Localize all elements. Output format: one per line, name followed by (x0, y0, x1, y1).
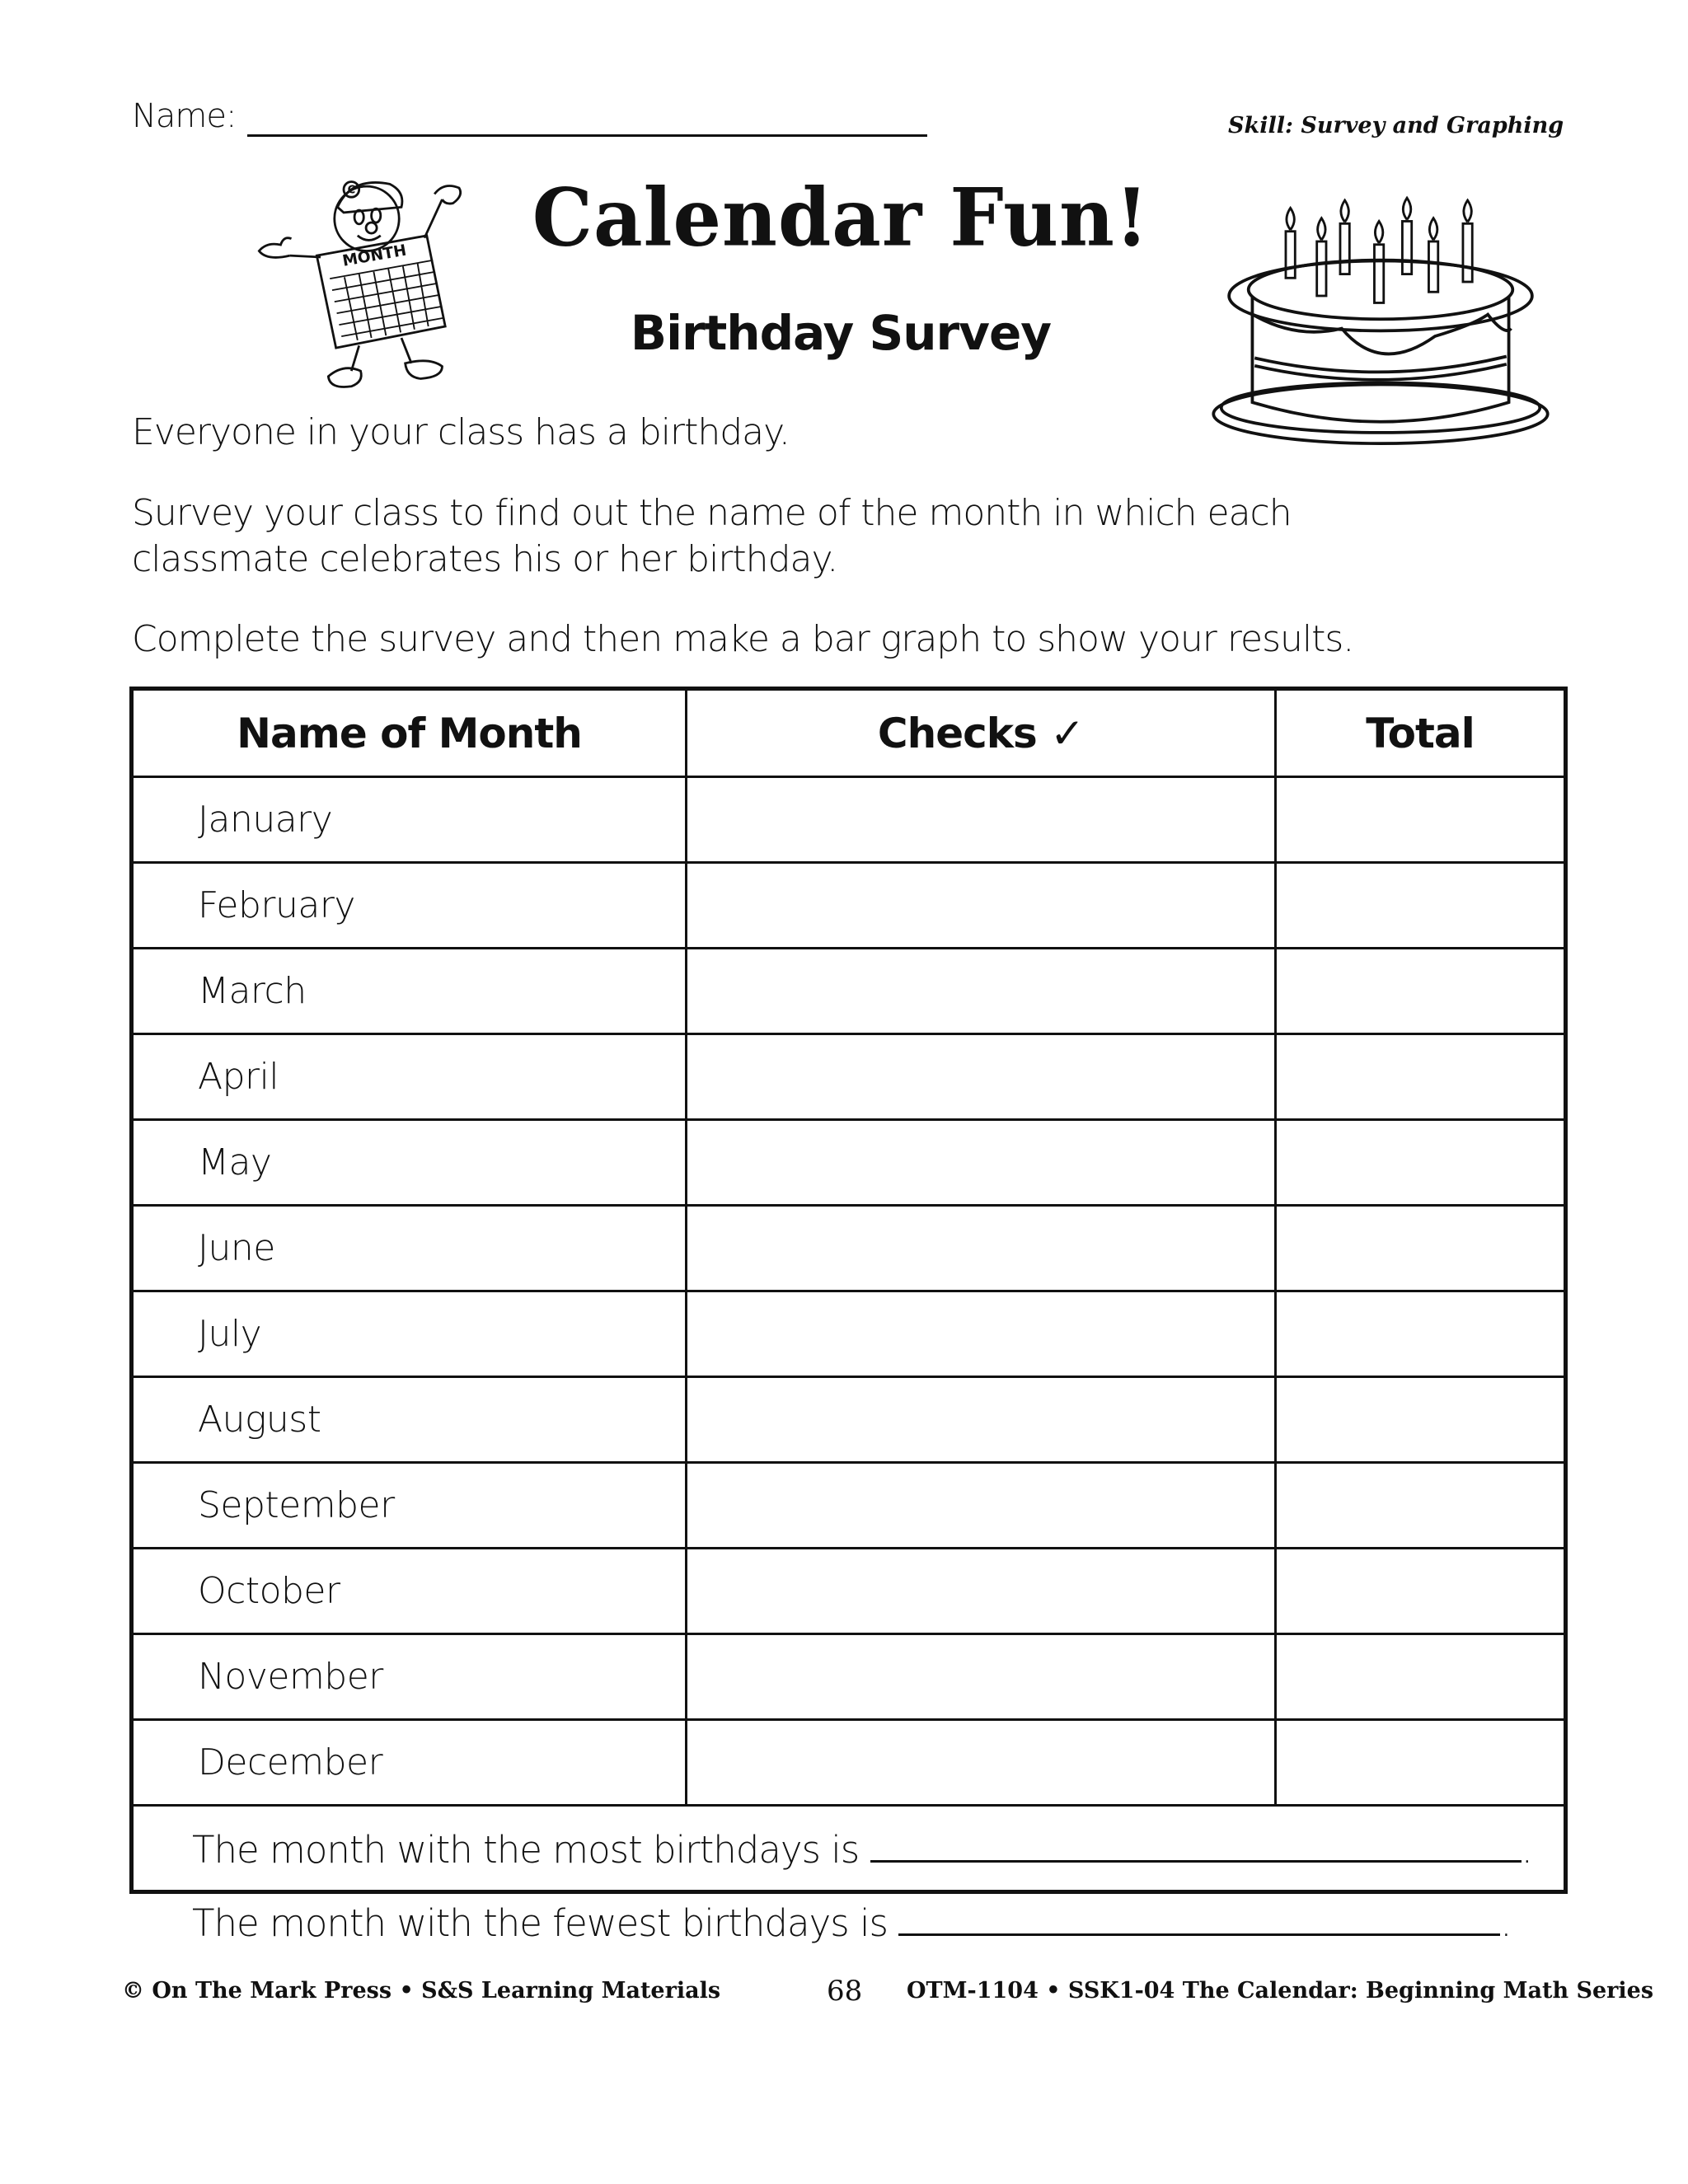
month-cell: January (132, 777, 687, 863)
checks-cell[interactable] (687, 1291, 1276, 1377)
svg-text:C: C (347, 184, 356, 197)
table-row (132, 1034, 1566, 1120)
table-row (132, 863, 1566, 949)
month-cell: August (132, 1377, 687, 1463)
table-row (132, 777, 1566, 863)
table-row (132, 949, 1566, 1034)
instruction-2: Survey your class to find out the name of the month in which each classmate celebrates his or her birthday. (132, 492, 1292, 580)
checks-cell[interactable] (687, 863, 1276, 949)
page-number: 68 (827, 1975, 863, 2008)
month-cell: December (132, 1720, 687, 1806)
table-row (132, 1120, 1566, 1206)
checks-cell[interactable] (687, 1720, 1276, 1806)
footer-publisher: © On The Mark Press • S&S Learning Materials (122, 1978, 721, 2004)
page-subtitle: Birthday Survey (630, 305, 1052, 361)
total-cell[interactable] (1276, 1120, 1566, 1206)
footer-series: OTM-1104 • SSK1-04 The Calendar: Beginning Math Series (907, 1978, 1654, 2004)
name-label: Name: (132, 97, 237, 135)
table-row (132, 1634, 1566, 1720)
table-row (132, 1377, 1566, 1463)
total-cell[interactable] (1276, 1720, 1566, 1806)
month-cell: June (132, 1206, 687, 1291)
fewest-birthdays-sentence (192, 1901, 1512, 1945)
page-title: Calendar Fun! (532, 171, 1150, 265)
checks-cell[interactable] (687, 1463, 1276, 1549)
checks-cell[interactable] (687, 777, 1276, 863)
survey-table (129, 687, 1568, 1894)
total-cell[interactable] (1276, 1634, 1566, 1720)
total-cell[interactable] (1276, 863, 1566, 949)
instruction-1: Everyone in your class has a birthday. (132, 411, 790, 453)
fewest-birthdays-label: The month with the fewest birthdays is (192, 1901, 888, 1945)
month-cell: February (132, 863, 687, 949)
table-row (132, 1206, 1566, 1291)
month-cell: April (132, 1034, 687, 1120)
period: . (1521, 1828, 1532, 1872)
checks-cell[interactable] (687, 1549, 1276, 1634)
fewest-birthdays-input[interactable] (898, 1933, 1500, 1936)
month-cell: May (132, 1120, 687, 1206)
svg-text:MONTH: MONTH (340, 241, 408, 270)
month-cell: October (132, 1549, 687, 1634)
column-header-checks: Checks ✓ (687, 689, 1276, 777)
column-header-month: Name of Month (132, 689, 687, 777)
month-cell: September (132, 1463, 687, 1549)
total-cell[interactable] (1276, 1549, 1566, 1634)
calendar-mascot-icon (235, 165, 499, 396)
instruction-3: Complete the survey and then make a bar graph to show your results. (132, 618, 1354, 660)
column-header-total: Total (1276, 689, 1566, 777)
most-birthdays-input[interactable] (870, 1860, 1522, 1863)
most-birthdays-sentence (192, 1828, 1532, 1872)
most-birthdays-label: The month with the most birthdays is (192, 1828, 860, 1872)
birthday-cake-icon (1195, 173, 1566, 445)
table-row (132, 1463, 1566, 1549)
checks-cell[interactable] (687, 1120, 1276, 1206)
checks-cell[interactable] (687, 1206, 1276, 1291)
month-cell: November (132, 1634, 687, 1720)
checks-cell[interactable] (687, 949, 1276, 1034)
total-cell[interactable] (1276, 1377, 1566, 1463)
checks-cell[interactable] (687, 1634, 1276, 1720)
table-header-row (132, 689, 1566, 777)
checks-cell[interactable] (687, 1034, 1276, 1120)
skill-label: Skill: Survey and Graphing (1228, 113, 1564, 138)
total-cell[interactable] (1276, 1206, 1566, 1291)
table-row (132, 1720, 1566, 1806)
month-cell: July (132, 1291, 687, 1377)
table-row (132, 1549, 1566, 1634)
total-cell[interactable] (1276, 949, 1566, 1034)
table-row (132, 1291, 1566, 1377)
month-cell: March (132, 949, 687, 1034)
total-cell[interactable] (1276, 777, 1566, 863)
total-cell[interactable] (1276, 1463, 1566, 1549)
total-cell[interactable] (1276, 1034, 1566, 1120)
name-input-line[interactable] (247, 134, 927, 137)
total-cell[interactable] (1276, 1291, 1566, 1377)
period: . (1500, 1901, 1512, 1945)
checks-cell[interactable] (687, 1377, 1276, 1463)
